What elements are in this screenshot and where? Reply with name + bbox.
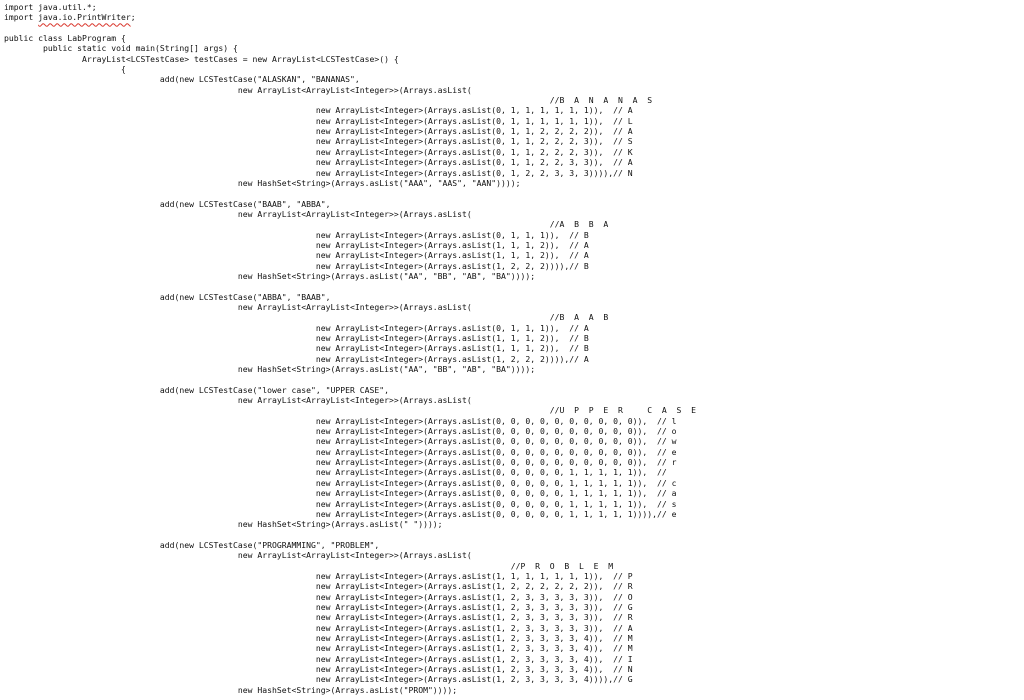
code-line: new ArrayList<Integer>(Arrays.asList(0, 0, 0, 0, 0, 1, 1, 1, 1, 1)), // a (4, 488, 677, 499)
code-line: new ArrayList<Integer>(Arrays.asList(1, 2, 3, 3, 3, 3, 3)), // O (4, 591, 633, 602)
code-line: new ArrayList<Integer>(Arrays.asList(0, 0, 0, 0, 0, 1, 1, 1, 1, 1)), // (4, 467, 667, 478)
code-line: new ArrayList<Integer>(Arrays.asList(0, 0, 0, 0, 0, 1, 1, 1, 1, 1)), // s (4, 498, 677, 509)
code-line: new ArrayList<Integer>(Arrays.asList(0, 0, 0, 0, 0, 0, 0, 0, 0, 0)), // o (4, 426, 677, 437)
code-line: new ArrayList<Integer>(Arrays.asList(0, 1, 1, 2, 2, 2, 3)), // K (4, 146, 633, 157)
code-line: ArrayList<LCSTestCase> testCases = new ArrayList<LCSTestCase>() { (4, 53, 399, 64)
code-line: new ArrayList<Integer>(Arrays.asList(1, 1, 1, 2)), // A (4, 239, 589, 250)
code-line: new ArrayList<Integer>(Arrays.asList(1, 2, 3, 3, 3, 3, 4)), // M (4, 632, 633, 643)
code-line: new ArrayList<ArrayList<Integer>>(Arrays.asList( (4, 84, 472, 95)
code-line: new ArrayList<Integer>(Arrays.asList(0, 1, 1, 1, 1, 1, 1)), // A (4, 105, 633, 116)
code-line: new ArrayList<Integer>(Arrays.asList(1, 2, 3, 3, 3, 3, 3)), // A (4, 622, 633, 633)
code-line: new HashSet<String>(Arrays.asList("PROM")))); (4, 684, 458, 695)
spellcheck-underline: java.io.PrintWriter (38, 12, 131, 23)
code-line: //U P P E R C A S E (4, 405, 696, 416)
code-line: new HashSet<String>(Arrays.asList("AA", "BB", "AB", "BA")))); (4, 364, 536, 375)
code-line: add(new LCSTestCase("ALASKAN", "BANANAS", (4, 74, 360, 85)
code-line: new ArrayList<Integer>(Arrays.asList(0, 1, 2, 2, 3, 3, 3)))),// N (4, 167, 633, 178)
code-editor[interactable] (4, 2, 1022, 698)
code-line: new ArrayList<ArrayList<Integer>>(Arrays.asList( (4, 395, 472, 406)
code-line: new ArrayList<Integer>(Arrays.asList(1, 2, 2, 2)))),// B (4, 260, 589, 271)
code-line: new ArrayList<Integer>(Arrays.asList(0, 1, 1, 1, 1, 1, 1)), // L (4, 115, 633, 126)
code-line: new ArrayList<Integer>(Arrays.asList(0, 1, 1, 2, 2, 2, 2)), // A (4, 126, 633, 137)
code-line: new ArrayList<Integer>(Arrays.asList(0, 1, 1, 1)), // B (4, 229, 589, 240)
code-line: new ArrayList<ArrayList<Integer>>(Arrays.asList( (4, 301, 472, 312)
code-line: new ArrayList<Integer>(Arrays.asList(1, 2, 3, 3, 3, 3, 4)), // N (4, 664, 633, 674)
code-line (4, 23, 1022, 33)
code-line: new ArrayList<Integer>(Arrays.asList(1, 1, 1, 1, 1, 1, 1)), // P (4, 570, 633, 581)
code-line: new ArrayList<Integer>(Arrays.asList(0, 1, 1, 2, 2, 3, 3)), // A (4, 157, 633, 168)
code-line: new ArrayList<Integer>(Arrays.asList(1, 1, 1, 2)), // A (4, 250, 589, 261)
code-line: add(new LCSTestCase("ABBA", "BAAB", (4, 291, 331, 302)
code-line: //A B B A (4, 219, 609, 230)
code-line: new ArrayList<Integer>(Arrays.asList(0, 0, 0, 0, 0, 1, 1, 1, 1, 1)))),// e (4, 508, 677, 519)
code-line: new ArrayList<Integer>(Arrays.asList(1, 2, 3, 3, 3, 3, 3)), // R (4, 612, 633, 623)
code-line: new ArrayList<Integer>(Arrays.asList(1, 2, 3, 3, 3, 3, 4)), // M (4, 643, 633, 654)
code-line: add(new LCSTestCase("lower case", "UPPER CASE", (4, 384, 389, 395)
code-line: import java.util.*; (4, 2, 97, 12)
code-line: add(new LCSTestCase("PROGRAMMING", "PROBLEM", (4, 539, 380, 550)
code-line: new HashSet<String>(Arrays.asList(" ")))); (4, 519, 443, 530)
code-line: new ArrayList<Integer>(Arrays.asList(1, 2, 3, 3, 3, 3, 3)), // G (4, 601, 633, 612)
code-line: new ArrayList<Integer>(Arrays.asList(0, 0, 0, 0, 0, 0, 0, 0, 0, 0)), // e (4, 446, 677, 457)
code-line: import java.io.PrintWriter; (4, 12, 136, 23)
code-line: new ArrayList<Integer>(Arrays.asList(0, 0, 0, 0, 0, 0, 0, 0, 0, 0)), // l (4, 415, 677, 426)
code-line: new ArrayList<Integer>(Arrays.asList(1, 2, 3, 3, 3, 3, 4)), // I (4, 653, 633, 664)
code-line: new HashSet<String>(Arrays.asList("AAA", "AAS", "AAN")))); (4, 177, 521, 188)
code-line (4, 188, 1022, 198)
code-line: public class LabProgram { (4, 33, 126, 44)
code-line: new ArrayList<Integer>(Arrays.asList(1, 2, 2, 2, 2, 2, 2)), // R (4, 581, 633, 592)
code-line: { (4, 64, 126, 75)
code-line: new ArrayList<ArrayList<Integer>>(Arrays.asList( (4, 550, 472, 561)
code-line (4, 281, 1022, 291)
code-line: new HashSet<String>(Arrays.asList("AA", "BB", "AB", "BA")))); (4, 270, 536, 281)
code-line: new ArrayList<Integer>(Arrays.asList(0, 0, 0, 0, 0, 0, 0, 0, 0, 0)), // w (4, 436, 677, 447)
code-line: new ArrayList<ArrayList<Integer>>(Arrays.asList( (4, 208, 472, 219)
code-line: //P R O B L E M (4, 560, 614, 571)
code-line: new ArrayList<Integer>(Arrays.asList(1, 2, 3, 3, 3, 3, 4)))),// G (4, 674, 633, 685)
code-line: new ArrayList<Integer>(Arrays.asList(0, 0, 0, 0, 0, 0, 0, 0, 0, 0)), // r (4, 457, 677, 468)
code-line: new ArrayList<Integer>(Arrays.asList(0, 0, 0, 0, 0, 1, 1, 1, 1, 1)), // c (4, 477, 677, 488)
code-line (4, 530, 1022, 540)
code-line: new ArrayList<Integer>(Arrays.asList(0, 1, 1, 2, 2, 2, 3)), // S (4, 136, 633, 147)
code-line: new ArrayList<Integer>(Arrays.asList(1, 1, 1, 2)), // B (4, 333, 589, 343)
code-line: add(new LCSTestCase("BAAB", "ABBA", (4, 198, 331, 209)
code-line: new ArrayList<Integer>(Arrays.asList(1, 1, 1, 2)), // B (4, 343, 589, 354)
code-line: //B A A B (4, 312, 609, 323)
code-line: //B A N A N A S (4, 95, 653, 106)
code-line: new ArrayList<Integer>(Arrays.asList(1, 2, 2, 2)))),// A (4, 353, 589, 364)
code-line: public static void main(String[] args) { (4, 43, 238, 54)
code-line (4, 374, 1022, 384)
code-line: new ArrayList<Integer>(Arrays.asList(0, 1, 1, 1)), // A (4, 322, 589, 333)
